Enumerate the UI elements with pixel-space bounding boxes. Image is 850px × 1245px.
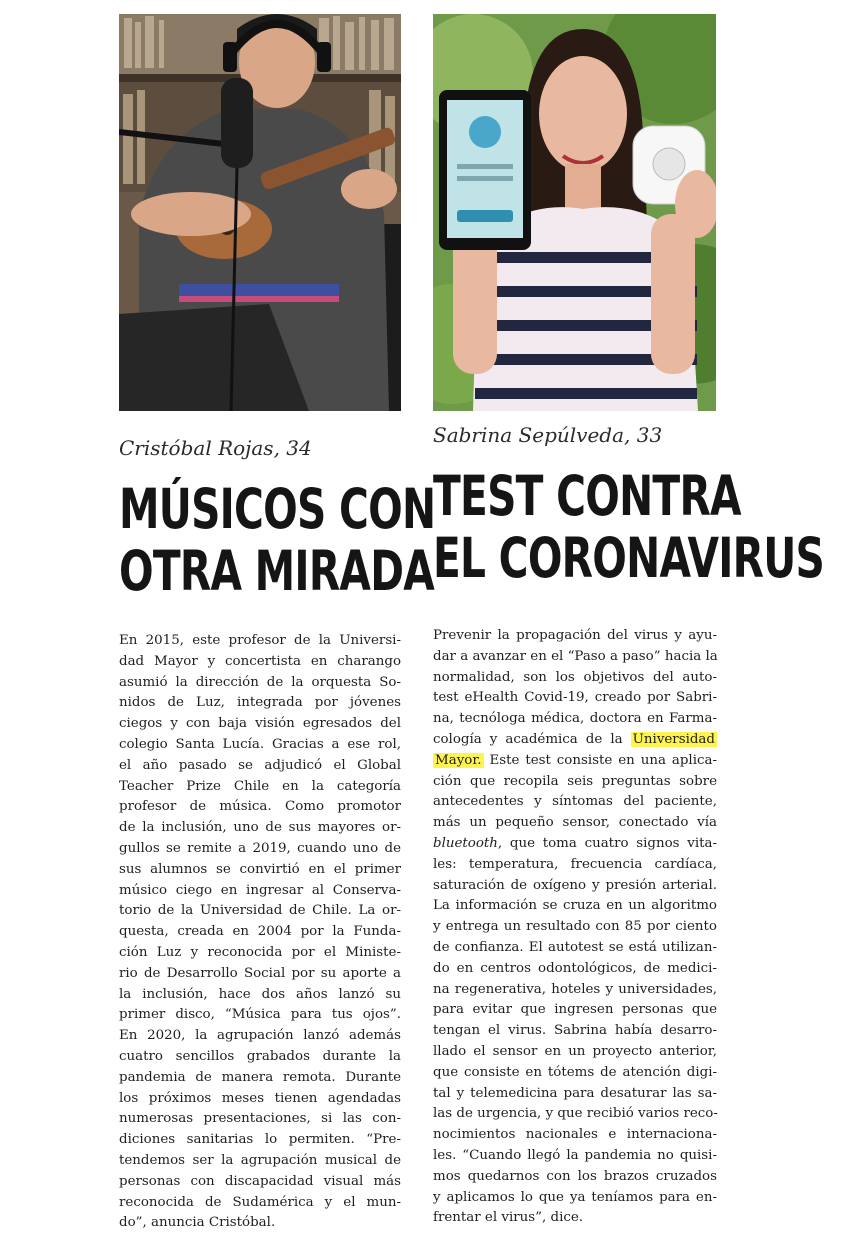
body-line: do en centros odontológicos, de medici- — [433, 960, 717, 976]
body-line: tal y telemedicina para desaturar las sa- — [433, 1085, 717, 1101]
body-line: asumió la dirección de la orquesta So- — [119, 674, 401, 690]
body-line: de confianza. El autotest se está utilizan- — [433, 939, 717, 955]
byline-cristobal: Cristóbal Rojas, 34 — [119, 436, 312, 460]
body-line: do”, anuncia Cristóbal. — [119, 1215, 276, 1231]
body-text: , que toma cuatro signos vita- — [497, 835, 717, 851]
body-line: dad Mayor y concertista en charango — [119, 653, 401, 669]
body-line: primer disco, “Música para tus ojos”. — [119, 1007, 401, 1023]
photo-sabrina-sepulveda — [433, 14, 716, 411]
headline-test — [433, 465, 824, 589]
body-line: el año pasado se adjudicó el Global — [119, 757, 401, 773]
body-line: Prevenir la propagación del virus y ayu- — [433, 628, 717, 643]
body-line: tengan el virus. Sabrina había desarro- — [433, 1023, 717, 1039]
body-line: músico ciego en ingresar al Conserva- — [119, 882, 401, 898]
body-line: llado el sensor en un proyecto anterior, — [433, 1043, 717, 1059]
body-line: saturación de oxígeno y presión arterial. — [433, 877, 717, 893]
body-line: nocimientos nacionales e internaciona- — [433, 1127, 717, 1143]
body-line: Teacher Prize Chile en la categoría — [119, 778, 401, 794]
body-line: test eHealth Covid-19, creado por Sabri- — [433, 690, 717, 706]
body-text: Este test consiste en una aplica- — [483, 752, 717, 768]
headline-line: MÚSICOS CON — [119, 477, 436, 541]
body-line: pandemia de manera remota. Durante — [119, 1069, 401, 1085]
body-line: normalidad, son los objetivos del auto- — [433, 669, 717, 685]
body-line: questa, creada en 2004 por la Funda- — [119, 924, 401, 940]
body-line: gullos se remite a 2019, cuando uno de — [119, 840, 401, 856]
headline-line: TEST CONTRA — [433, 464, 741, 528]
body-line: En 2020, la agrupación lanzó además — [119, 1028, 401, 1044]
body-line: más un pequeño sensor, conectado vía — [433, 815, 717, 831]
body-line: y entrega un resultado con 85 por ciento — [433, 919, 717, 935]
body-line: que consiste en tótems de atención digi- — [433, 1064, 717, 1080]
headline-line: EL CORONAVIRUS — [433, 526, 825, 590]
byline-sabrina: Sabrina Sepúlveda, 33 — [433, 423, 663, 447]
highlight-universidad: Universidad — [632, 731, 715, 747]
headline-line: OTRA MIRADA — [119, 539, 434, 603]
body-line: los próximos meses tienen agendadas — [119, 1090, 401, 1106]
body-line: tendemos ser la agrupación musical de — [119, 1152, 401, 1168]
body-line: sus alumnos se convirtió en el primer — [119, 861, 401, 877]
body-line: diciones sanitarias lo permiten. “Pre- — [119, 1132, 401, 1148]
body-line: dar a avanzar en el “Paso a paso” hacia la — [433, 648, 718, 664]
body-line: profesor de música. Como promotor — [119, 799, 401, 815]
bluetooth-italic: bluetooth — [433, 835, 498, 851]
article-body-left — [119, 631, 401, 1234]
body-line: ciegos y con baja visión egresados del — [119, 716, 401, 732]
body-line: les: temperatura, frecuencia cardíaca, — [433, 856, 717, 872]
body-line: rio de Desarrollo Social por su aporte a — [119, 965, 401, 981]
body-line: frentar el virus”, dice. — [433, 1210, 584, 1226]
body-text: cología y académica de la — [433, 731, 631, 747]
body-line: para evitar que ingresen personas que — [433, 1002, 717, 1018]
photo-cristobal-rojas — [119, 14, 401, 411]
body-line: la inclusión, hace dos años lanzó su — [119, 986, 401, 1002]
body-line: ción que recopila seis preguntas sobre — [433, 773, 717, 789]
body-line: y aplicamos lo que ya teníamos para en- — [433, 1189, 717, 1205]
body-line: ción Luz y reconocida por el Ministe- — [119, 944, 401, 960]
body-line: cuatro sencillos grabados durante la — [119, 1048, 401, 1064]
body-line: nidos de Luz, integrada por jóvenes — [119, 695, 401, 711]
body-line: antecedentes y síntomas del paciente, — [433, 794, 717, 810]
headline-musicos — [119, 478, 435, 602]
body-line: personas con discapacidad visual más — [119, 1173, 401, 1189]
body-line: na regenerativa, hoteles y universidades, — [433, 981, 717, 997]
body-line: colegio Santa Lucía. Gracias a ese rol, — [119, 736, 401, 752]
body-continuation — [433, 855, 717, 1229]
body-line — [433, 834, 717, 855]
body-line: las de urgencia, y que recibió varios reco- — [433, 1106, 718, 1122]
article-body-right — [433, 626, 717, 1229]
body-line: reconocida de Sudamérica y el mun- — [119, 1194, 401, 1210]
body-line: na, tecnóloga médica, doctora en Farma- — [433, 711, 717, 727]
body-line: La información se cruza en un algoritmo — [433, 898, 717, 914]
body-line: En 2015, este profesor de la Universi- — [119, 633, 401, 648]
body-line: torio de la Universidad de Chile. La or- — [119, 903, 401, 919]
body-line — [433, 751, 717, 772]
body-line: mos quedarnos con los brazos cruzados — [433, 1168, 717, 1184]
body-line: de la inclusión, uno de sus mayores or- — [119, 820, 401, 836]
body-line: numerosas presentaciones, si las con- — [119, 1111, 401, 1127]
body-line — [433, 730, 717, 751]
highlight-mayor: Mayor. — [435, 752, 482, 768]
body-line: les. “Cuando llegó la pandemia no quisi- — [433, 1147, 717, 1163]
